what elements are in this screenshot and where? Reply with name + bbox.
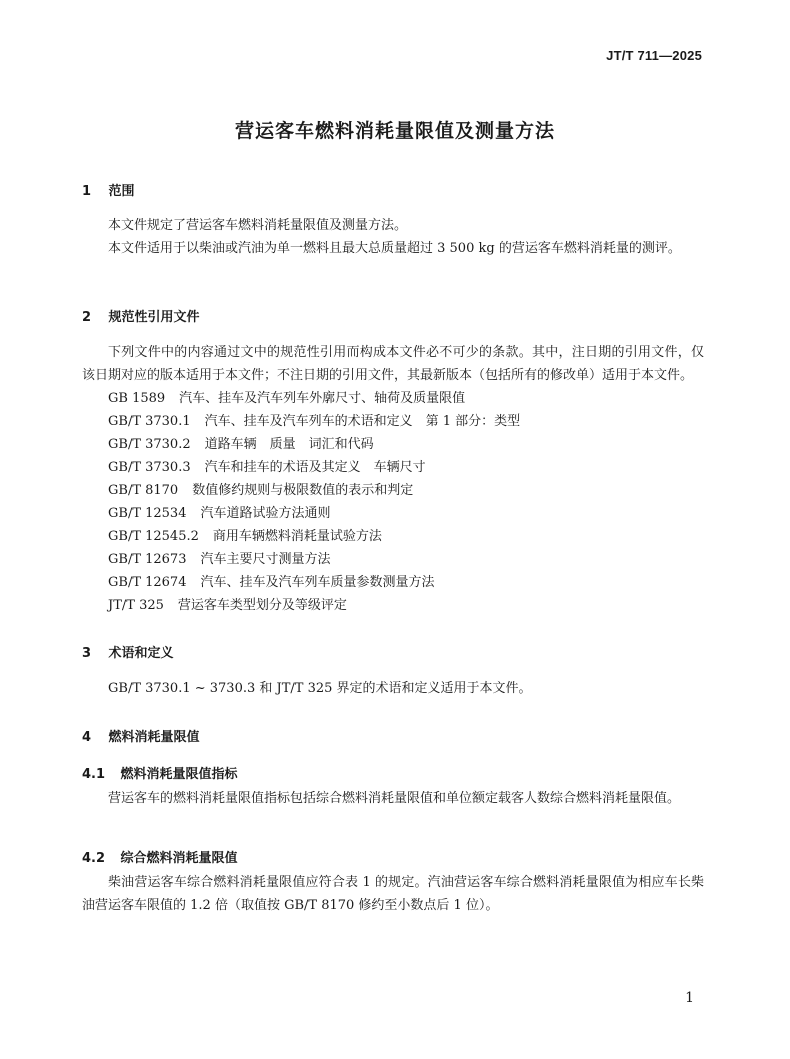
reference-item (82, 387, 704, 410)
section-number: 4 (82, 730, 92, 745)
reference-title: 汽车和挂车的术语及其定义 车辆尺寸 (204, 460, 426, 475)
reference-item (82, 456, 704, 479)
subsection-title: 综合燃料消耗量限值 (120, 851, 238, 866)
reference-title: 汽车道路试验方法通则 (200, 506, 331, 521)
section-2-heading (82, 306, 704, 325)
section-number: 1 (82, 184, 92, 199)
reference-code: GB/T 3730.1 (108, 414, 191, 429)
section-2-body (82, 341, 704, 617)
reference-title: 道路车辆 质量 词汇和代码 (204, 437, 374, 452)
section-number: 3 (82, 646, 92, 661)
reference-code: JT/T 325 (108, 598, 164, 613)
subsection-number: 4.1 (82, 767, 106, 782)
paragraph: 营运客车的燃料消耗量限值指标包括综合燃料消耗量限值和单位额定载客人数综合燃料消耗量限值。 (108, 791, 681, 806)
reference-item (82, 502, 704, 525)
paragraph: GB/T 3730.1 ~ 3730.3 和 JT/T 325 界定的术语和定义适用于本文件。 (108, 681, 532, 696)
section-title: 燃料消耗量限值 (108, 730, 200, 745)
subsection-4-1-heading (82, 763, 704, 782)
reference-code: GB/T 12673 (108, 552, 187, 567)
reference-code: GB/T 3730.2 (108, 437, 191, 452)
reference-item (82, 548, 704, 571)
reference-item (82, 571, 704, 594)
section-4-heading (82, 726, 704, 745)
reference-title: 汽车、挂车及汽车列车外廓尺寸、轴荷及质量限值 (179, 391, 466, 406)
section-1-heading (82, 180, 704, 199)
section-title: 范围 (108, 184, 135, 199)
document-title: 营运客车燃料消耗量限值及测量方法 (234, 120, 555, 142)
reference-title: 汽车、挂车及汽车列车质量参数测量方法 (200, 575, 435, 590)
reference-code: GB/T 8170 (108, 483, 179, 498)
standard-number: JT/T 711—2025 (606, 48, 702, 63)
section-title: 术语和定义 (108, 646, 174, 661)
reference-title: 汽车主要尺寸测量方法 (200, 552, 331, 567)
reference-code: GB 1589 (108, 391, 166, 406)
section-3-heading (82, 642, 704, 661)
reference-item (82, 594, 704, 617)
section-title: 规范性引用文件 (108, 310, 200, 325)
paragraph: 本文件适用于以柴油或汽油为单一燃料且最大总质量超过 3 500 kg 的营运客车燃料消耗量的测评。 (108, 241, 681, 256)
reference-code: GB/T 12545.2 (108, 529, 199, 544)
section-1-body (82, 214, 704, 260)
paragraph: 本文件规定了营运客车燃料消耗量限值及测量方法。 (108, 218, 408, 233)
paragraph: 下列文件中的内容通过文中的规范性引用而构成本文件必不可少的条款。其中，注日期的引用文件，仅该日期对应的版本适用于本文件；不注日期的引用文件，其最新版本（包括所有的修改单）适用于本文件。 (82, 345, 704, 383)
reference-code: GB/T 3730.3 (108, 460, 191, 475)
subsection-4-2-body (82, 871, 704, 917)
reference-code: GB/T 12674 (108, 575, 187, 590)
reference-title: 商用车辆燃料消耗量试验方法 (212, 529, 382, 544)
reference-item (82, 479, 704, 502)
section-3-body (82, 677, 704, 700)
reference-title: 汽车、挂车及汽车列车的术语和定义 第 1 部分：类型 (204, 414, 521, 429)
paragraph: 柴油营运客车综合燃料消耗量限值应符合表 1 的规定。汽油营运客车综合燃料消耗量限值为相应车长柴油营运客车限值的 1.2 倍（取值按 GB/T 8170 修约至小数点后 1 位）。 (82, 875, 704, 913)
reference-code: GB/T 12534 (108, 506, 187, 521)
subsection-title: 燃料消耗量限值指标 (120, 767, 238, 782)
subsection-4-1-body (82, 787, 704, 810)
reference-item (82, 525, 704, 548)
reference-item (82, 433, 704, 456)
subsection-number: 4.2 (82, 851, 106, 866)
subsection-4-2-heading (82, 847, 704, 866)
reference-title: 营运客车类型划分及等级评定 (177, 598, 347, 613)
reference-title: 数值修约规则与极限数值的表示和判定 (192, 483, 414, 498)
section-number: 2 (82, 310, 92, 325)
page-number: 1 (685, 990, 694, 1006)
reference-item (82, 410, 704, 433)
